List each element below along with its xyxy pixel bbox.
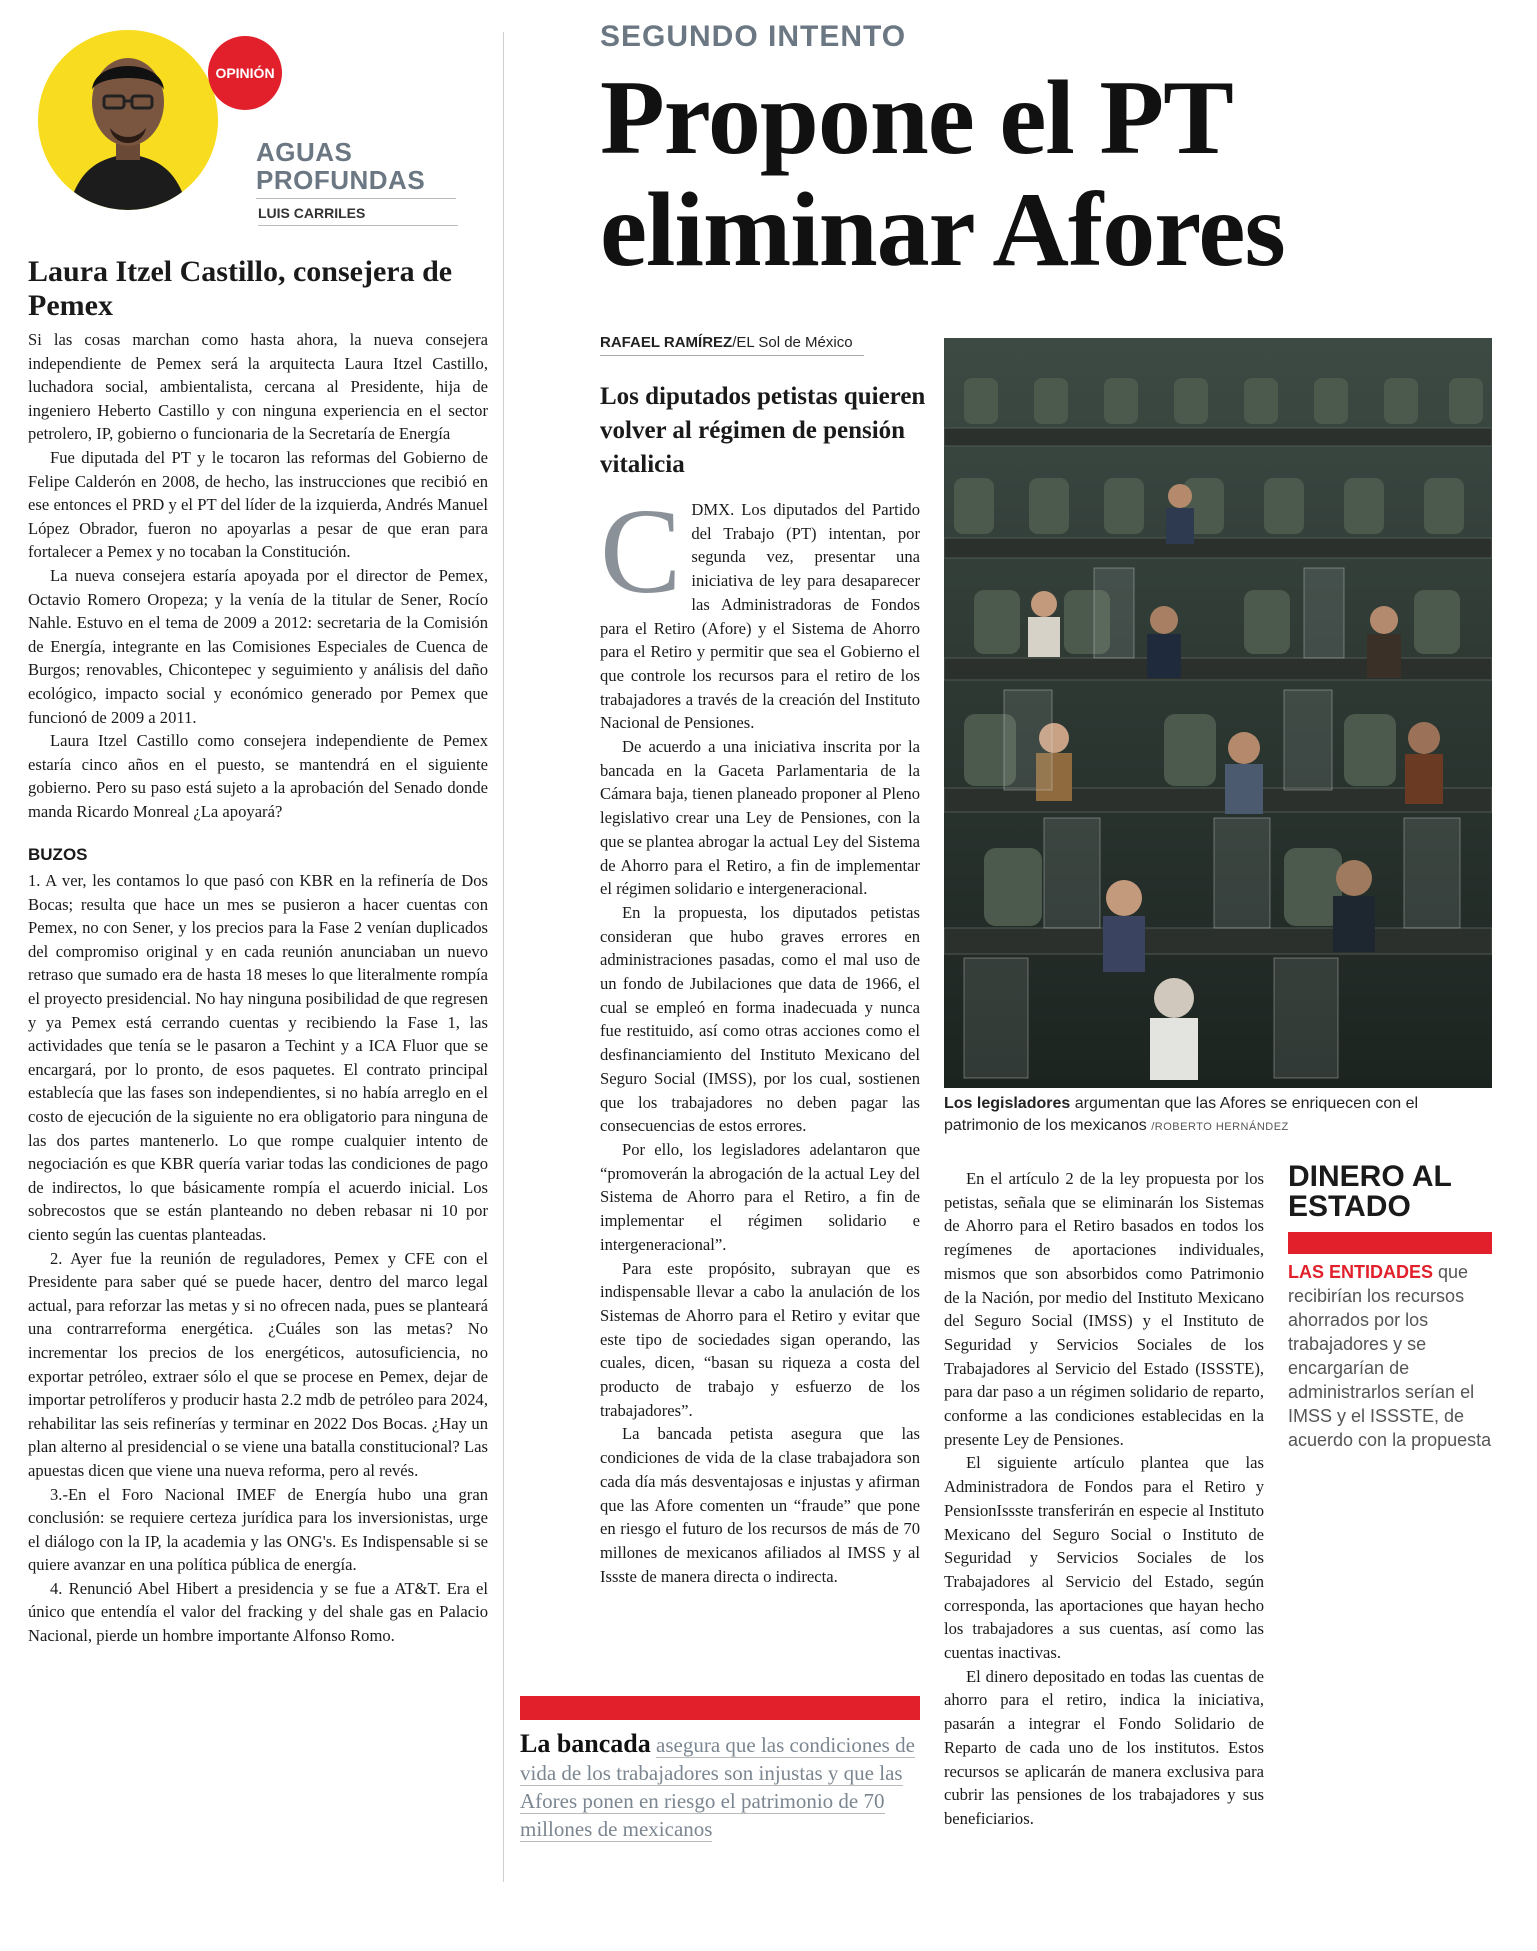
article-paragraph: Por ello, los legisladores adelantaron que “promoverán la abrogación de la actual Ley del Sistema de Ahorro para el Retiro, a fin de implementar el régimen solidario e intergeneracional”.	[600, 1139, 920, 1254]
sidebar-lead: LAS ENTIDADES	[1288, 1262, 1434, 1282]
column-divider	[503, 32, 504, 1882]
article-column-left	[600, 484, 920, 1588]
opinion-headline: Laura Itzel Castillo, consejera de Pemex	[28, 255, 453, 322]
article-paragraph: De acuerdo a una iniciativa inscrita por la bancada en la Gaceta Parlamentaria de la Cámara baja, tienen planeado proponer al Pleno legislativo crear una Ley de Pensiones, con la que se plantea abrogar la actual Ley del Sistema de Ahorro para el Retiro, a fin de implementar el régimen solidario e intergeneracional.	[600, 737, 920, 899]
article-lead-paragraph	[600, 484, 920, 735]
article-paragraph: El siguiente artículo plantea que las Administradora de Fondos para el Retiro y PensionIssste transferirán en especie al Instituto Mexicano del Seguro Social o Instituto de Seguridad y Servicios Sociales de los Trabajadores al Servicio del Estado, según corresponda, las aportaciones que hayan hecho los trabajadores a sus cuentas, así como las cuentas inactivas.	[944, 1453, 1264, 1663]
legislative-chamber-photo-icon	[944, 338, 1492, 1088]
article-column-right	[944, 1167, 1264, 1831]
article-headline: Propone el PT eliminar Afores	[600, 59, 1285, 288]
opinion-paragraph: Si las cosas marchan como hasta ahora, la nueva consejera independiente de Pemex será la arquitecta Laura Itzel Castillo, luchadora social, ambientalista, cercana al Presidente, hija de ingeniero Heberto Castillo y con ninguna experiencia en el sector petrolero, IP, gobierno o funcionaria de la Secretaría de Energía	[28, 330, 488, 444]
opinion-paragraph: La nueva consejera estaría apoyada por el director de Pemex, Octavio Romero Oropeza; y la venía de la titular de Sener, Rocío Nahle. Estuvo en el tema de 2009 a 2012: secretaria de la Comisión de Energía, integrante en las Comisiones Especiales de Cuenca de Burgos; renovables, Chicontepec y seguimiento y análisis del daño ecológico, impacto social y económico generado por Pemex que funcionó de 2009 a 2011.	[28, 565, 488, 727]
article-paragraph: En el artículo 2 de la ley propuesta por los petistas, señala que se eliminarán los Sistemas de Ahorro para el Retiro basados en todos los regímenes de aportaciones individuales, mismos que son absorbidos como Patrimonio de la Nación, por medio del Instituto Mexicano del Seguro Social (IMSS) y el Instituto de Seguridad y Servicios Sociales de los Trabajadores al Servicio del Estado (ISSSTE), para dar paso a un régimen solidario de reparto, conforme a las condiciones establecidas en la presente Ley de Pensiones.	[944, 1169, 1264, 1449]
pull-quote-lead: La bancada	[520, 1729, 651, 1758]
sidebar-body: que recibirían los recursos ahorrados por los trabajadores y se encargarían de administrarlos serían el IMSS y el ISSSTE, de acuerdo con la propuesta	[1288, 1262, 1492, 1450]
opinion-badge: OPINIÓN	[208, 36, 282, 110]
article-paragraph: Para este propósito, subrayan que es indispensable llevar a cabo la anulación de los Sistemas de Ahorro para el Retiro y evitar que este tipo de sociedades sigan operando, las cuales, dicen, “basan su riqueza a costa del producto de trabajo y esfuerzo de los trabajadores”.	[600, 1258, 920, 1420]
buzos-heading: BUZOS	[28, 845, 88, 865]
buzos-item: 1. A ver, les contamos lo que pasó con KBR en la refinería de Dos Bocas; resulta que hace un mes se pusieron a hacer cuentas con Pemex, no con Sener, y los precios para la Fase 2 venían duplicados del compromiso original y en cada reunión anunciaban un nuevo retraso que sumado era de hasta 18 meses lo que literalmente rompía el proyecto presidencial. No hay ninguna posibilidad de que regresen y ya Pemex está cerrando cuentas y recibiendo la Fase 1, las actividades que tenía se le pasaron a Techint y a ICA Fluor que se encargará, por lo pronto, de esos paquetes. El contrato principal establecía que las fases son independientes, si no había arreglo en el costo de ejecución de la siguiente no era obligatorio para ninguna de las dos partes mantenerlo. Lo que rompe cualquier intento de negociación es que KBR quería variar todas las condiciones de pago de indirectos, lo que básicamente rompía el acuerdo inicial. Los sobrecostos que se están planteando no deben rebasar ni 10 por ciento según las cuentas planteadas.	[28, 871, 488, 1244]
buzos-item: 3.-En el Foro Nacional IMEF de Energía hubo una gran conclusión: se requiere certeza jurídica para los inversionistas, urge el diálogo con la IP, la academia y las ONG's. Es Indispensable si se quiere avanzar en una política pública de energía.	[28, 1484, 488, 1575]
sidebar-accent-bar	[1288, 1232, 1492, 1254]
sidebar-text	[1288, 1260, 1496, 1452]
column-author: LUIS CARRILES	[258, 205, 458, 226]
photo-caption	[944, 1093, 1492, 1138]
byline-author: RAFAEL RAMÍREZ	[600, 334, 733, 351]
chamber-photo	[944, 338, 1492, 1088]
article-paragraph: En la propuesta, los diputados petistas consideran que hubo graves errores en administraciones pasadas, como el mal uso de un fondo de Jubilaciones que data de 1966, el cual se empleó en forma inadecuada y nunca fue restituido, así como otras acciones como el desfinanciamiento del Instituto Mexicano del Seguro Social (IMSS), por los cual, sostienen que los trabajadores no deben pagar las consecuencias de estos errores.	[600, 902, 920, 1136]
caption-text: argumentan que las Afores se enriquecen con el patrimonio de los mexicanos	[944, 1095, 1419, 1134]
sidebar-title: DINERO AL ESTADO	[1288, 1160, 1452, 1223]
pull-quote-bar	[520, 1696, 920, 1720]
buzos-item: 4. Renunció Abel Hibert a presidencia y se fue a AT&T. Era el único que entendía el valor del fracking y del shale gas en Palacio Nacional, pierde un hombre importante Alfonso Romo.	[28, 1578, 488, 1646]
article-paragraph: El dinero depositado en todas las cuentas de ahorro para el retiro, indica la iniciativa, pasarán a integrar el Fondo Solidario de Reparto de cada uno de los institutos. Estos recursos se aplicarán de manera exclusiva para cubrir las pensiones de los trabajadores y sus beneficiarios.	[944, 1666, 1264, 1828]
drop-cap: C	[600, 484, 682, 619]
photo-credit: /ROBERTO HERNÁNDEZ	[1151, 1121, 1289, 1133]
byline-outlet: /EL Sol de México	[732, 334, 853, 351]
opinion-body	[28, 328, 488, 1648]
article-kicker: SEGUNDO INTENTO	[600, 20, 907, 53]
lead-text: DMX. Los diputados del Partido del Trabajo (PT) intentan, por segunda vez, presentar una iniciativa de ley para desaparecer las Administradoras de Fondos para el Retiro (Afore) y el Sistema de Ahorro para el Retiro y permitir que sea el Gobierno el que controle los recursos para el retiro de los trabajadores a través de la creación del Instituto Nacional de Pensiones.	[600, 500, 920, 733]
article-subhead: Los diputados petistas quieren volver al régimen de pensión vitalicia	[600, 383, 926, 478]
columnist-portrait	[38, 30, 218, 210]
article-byline	[600, 334, 864, 356]
article-paragraph: La bancada petista asegura que las condiciones de vida de la clase trabajadora son cada día más desventajosas e injustas y afirman que las Afore comenten un “fraude” que pone en riesgo el futuro de los recursos de más de 70 millones de mexicanos afiliados al IMSS y al Issste de manera directa o indirecta.	[600, 1424, 920, 1586]
opinion-paragraph: Laura Itzel Castillo como consejera independiente de Pemex estaría cinco años en el puesto, se mantendrá en el siguiente gobierno. Pero su paso está sujeto a la aprobación del Senado donde manda Ricardo Monreal ¿La apoyará?	[28, 731, 488, 821]
buzos-item: 2. Ayer fue la reunión de reguladores, Pemex y CFE con el Presidente para saber qué se puede hacer, dentro del marco legal actual, para reforzar las metas y si no ofrecen nada, pues se planteará una contrarreforma energética. ¿Cuáles son las metas? No incrementar los precios de los energéticos, autosuficiencia, no exportar petróleo, extraer sólo el que se procese en Pemex, dejar de importar petrolíferos y producir hasta 2.2 mdb de petróleo para 2024, rehabilitar las seis refinerías y terminar en 2022 Dos Bocas. ¿Hay un plan alterno al presidencial o se viene una batalla constitucional? Las apuestas dicen que viene una nueva reforma, pero al revés.	[28, 1248, 488, 1480]
caption-lead: Los legisladores	[944, 1095, 1071, 1112]
pull-quote	[520, 1730, 920, 1843]
opinion-paragraph: Fue diputada del PT y le tocaron las reformas del Gobierno de Felipe Calderón en 2008, de hecho, las instrucciones que recibió en ese entonces el PRD y el PT del líder de la izquierda, Andrés Manuel López Obrador, fueron no apoyarlas a pesar de que eran para fortalecer a Pemex y no tocaban la Constitución.	[28, 447, 488, 562]
column-name: AGUAS PROFUNDAS	[256, 138, 456, 199]
pull-quote-text: asegura que las condiciones de vida de los trabajadores son injustas y que las Afores ponen en riesgo el patrimonio de 70 millones de mexicanos	[520, 1733, 915, 1841]
columnist-photo-icon	[38, 30, 218, 210]
